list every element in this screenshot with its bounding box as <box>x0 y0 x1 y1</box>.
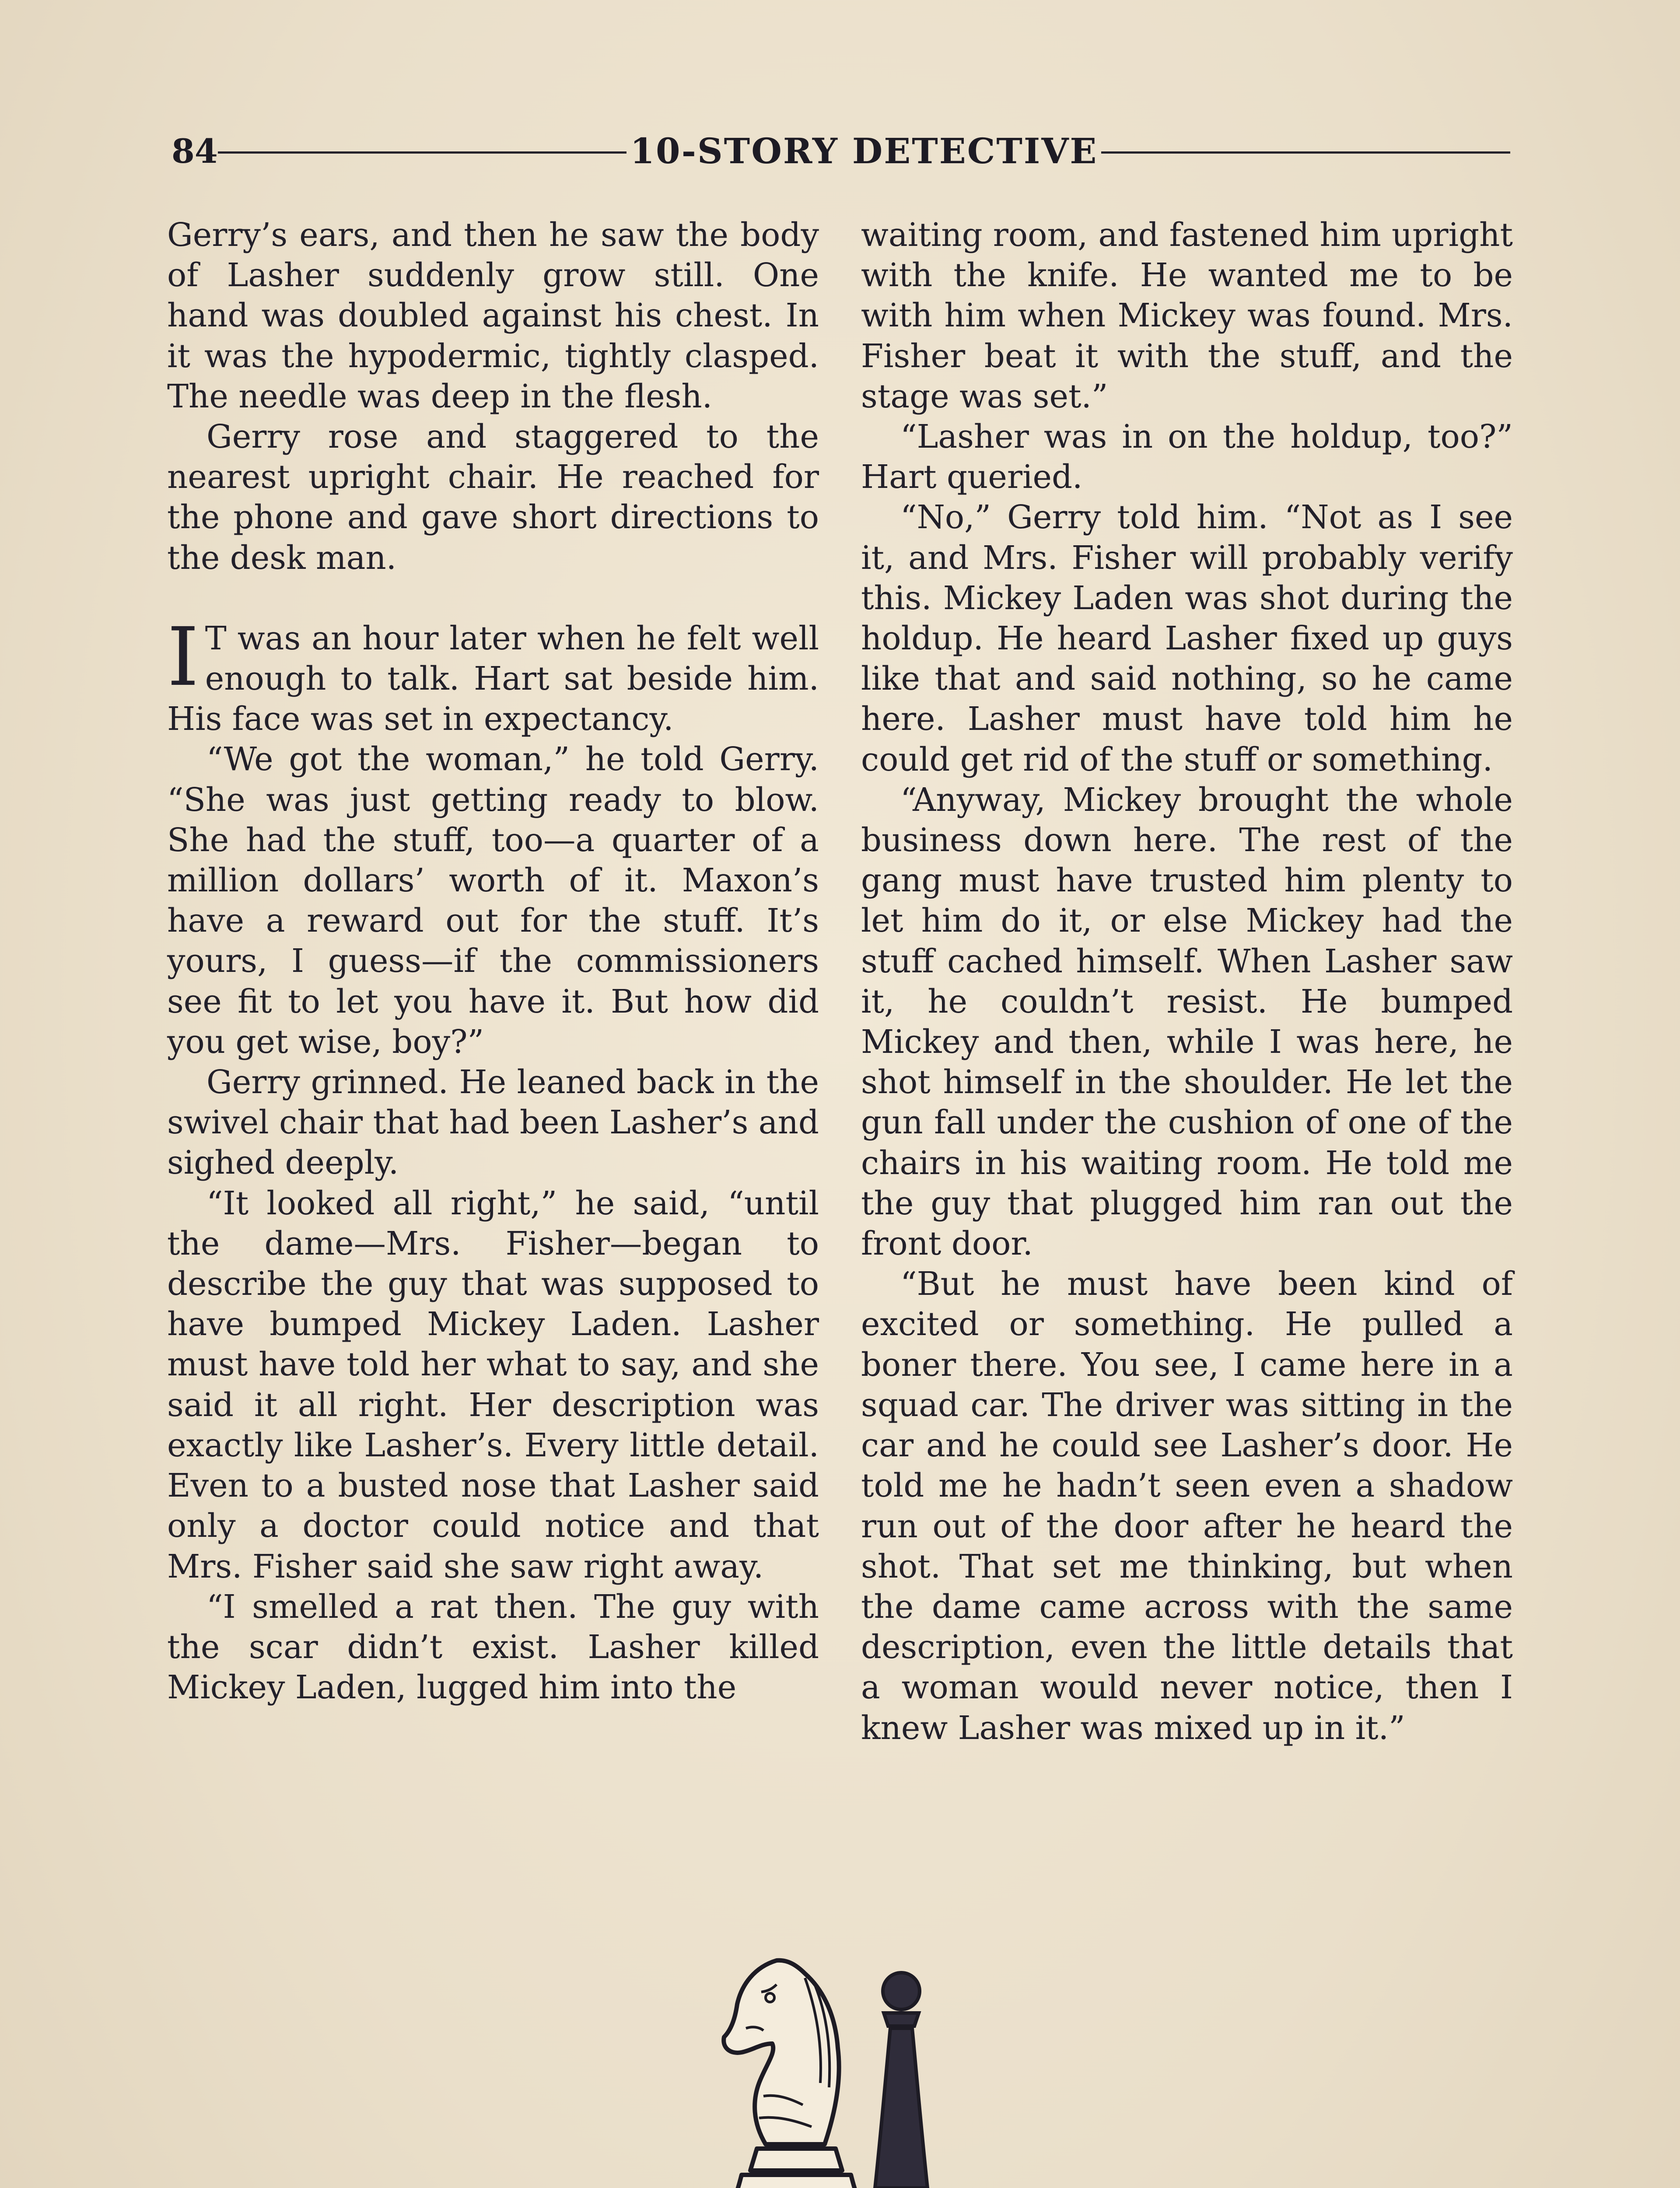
paragraph: Gerry rose and staggered to the nearest upright chair. He reached for the phone and gave short directions to the desk man. <box>167 418 819 577</box>
paragraph: Gerry’s ears, and then he saw the body of Lasher suddenly grow still. One hand was doubled against his chest. In it was the hypodermic, tightly clasped. The needle was deep in the flesh. <box>167 217 819 415</box>
paragraph: waiting room, and fastened him upright with the knife. He wanted me to be with him when Mickey was found. Mrs. Fisher beat it with the stuff, and the stage was set.” <box>861 217 1513 415</box>
section-start-paragraph <box>167 610 819 740</box>
paragraph: “Anyway, Mickey brought the whole business down here. The rest of the gang must have trusted him plenty to let him do it, or else Mickey had the stuff cached himself. When Lasher saw it, he couldn’t resist. He bumped Mickey and then, while I was here, he shot himself in the shoulder. He let the gun fall under the cushion of one of the chairs in his waiting room. He told me the guy that plugged him ran out the front door. <box>861 781 1513 1263</box>
drop-cap: I <box>167 610 199 704</box>
paragraph: “We got the woman,” he told Gerry. “She was just getting ready to blow. She had the stuff, too—a quarter of a million dollars’ worth of it. Maxon’s have a reward out for the stuff. It’s yours, I guess—if the commissioners see fit to let you have it. But how did you get wise, boy?” <box>167 741 819 1061</box>
paragraph: “Lasher was in on the holdup, too?” Hart queried. <box>861 418 1513 496</box>
chess-knight-and-pawn-icon <box>711 1943 956 2188</box>
page-number: 84 <box>172 131 218 171</box>
paragraph: Gerry grinned. He leaned back in the swivel chair that had been Lasher’s and sighed deeply. <box>167 1064 819 1182</box>
paragraph: “I smelled a rat then. The guy with the scar didn’t exist. Lasher killed Mickey Laden, lugged him into the <box>167 1588 819 1707</box>
paragraph: “It looked all right,” he said, “until the dame—Mrs. Fisher—began to describe the guy that was supposed to have bumped Mickey Laden. Lasher must have told her what to say, and she said it all right. Her description was exactly like Lasher’s. Every little detail. Even to a busted nose that Lasher said only a doctor could notice and that Mrs. Fisher said she saw right away. <box>167 1185 819 1585</box>
paragraph: “No,” Gerry told him. “Not as I see it, and Mrs. Fisher will probably verify this. Mickey Laden was shot during the holdup. He heard Lasher fixed up guys like that and said nothing, so he came here. Lasher must have told him he could get rid of the stuff or something. <box>861 499 1513 778</box>
paragraph: “But he must have been kind of excited or something. He pulled a boner there. You see, I came here in a squad car. The driver was sitting in the car and he could see Lasher’s door. He told me he hadn’t seen even a shadow run out of the door after he heard the shot. That set me thinking, but when the dame came across with the same description, even the little details that a woman would never notice, then I knew Lasher was mixed up in it.” <box>861 1266 1513 1747</box>
magazine-title: 10-STORY DETECTIVE <box>630 130 1098 172</box>
paragraph-text: T was an hour later when he felt well enough to talk. Hart sat beside him. His face was set in expectancy. <box>167 620 819 738</box>
header-rule-left <box>218 151 627 154</box>
right-column <box>861 215 1513 1749</box>
running-head <box>172 127 1510 175</box>
left-column <box>167 215 819 1708</box>
header-rule-right <box>1101 151 1510 154</box>
